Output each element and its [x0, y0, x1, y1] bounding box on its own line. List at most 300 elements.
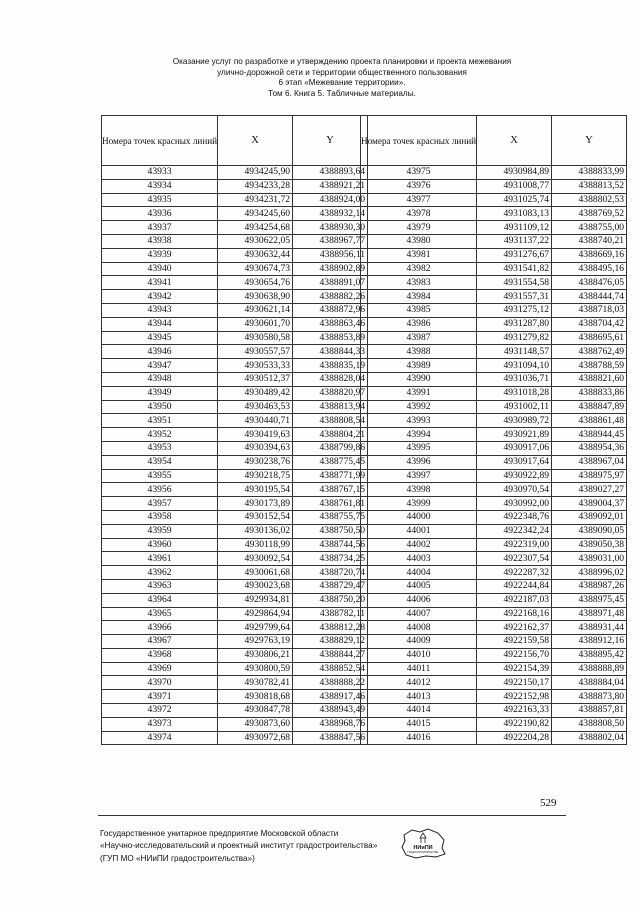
x-coordinate-cell: 4930023,68: [218, 579, 293, 593]
y-coordinate-cell: 4388740,21: [552, 234, 627, 248]
point-number-cell: 44005: [361, 579, 477, 593]
y-coordinate-cell: 4388971,48: [552, 607, 627, 621]
point-number-cell: 43993: [361, 414, 477, 428]
footer-divider: [98, 815, 566, 816]
y-coordinate-cell: 4388996,02: [552, 566, 627, 580]
point-number-cell: 43987: [361, 331, 477, 345]
y-coordinate-cell: 4389090,05: [552, 524, 627, 538]
x-coordinate-cell: 4930440,71: [218, 414, 293, 428]
y-coordinate-cell: 4388847,56: [293, 731, 368, 745]
y-coordinate-cell: 4388755,00: [552, 221, 627, 235]
x-coordinate-cell: 4930195,54: [218, 483, 293, 497]
table-row: [102, 179, 368, 193]
x-coordinate-cell: 4922168,16: [477, 607, 552, 621]
x-coordinate-cell: 4931008,77: [477, 179, 552, 193]
point-number-cell: 43939: [102, 248, 218, 262]
y-coordinate-cell: 4388844,33: [293, 345, 368, 359]
point-number-cell: 43971: [102, 690, 218, 704]
table-row: [102, 455, 368, 469]
y-coordinate-cell: 4388954,36: [552, 441, 627, 455]
table-header-row: [361, 116, 627, 166]
table-body-left: [102, 166, 368, 745]
point-number-cell: 43951: [102, 414, 218, 428]
x-coordinate-cell: 4931018,28: [477, 386, 552, 400]
point-number-cell: 43953: [102, 441, 218, 455]
point-number-cell: 43974: [102, 731, 218, 745]
x-coordinate-cell: 4930989,72: [477, 414, 552, 428]
column-header-point: Номера точек красных линий: [102, 116, 218, 166]
table-row: [361, 469, 627, 483]
y-coordinate-cell: 4388967,04: [552, 455, 627, 469]
table-row: [361, 400, 627, 414]
x-coordinate-cell: 4931275,12: [477, 303, 552, 317]
table-row: [361, 441, 627, 455]
y-coordinate-cell: 4388495,16: [552, 262, 627, 276]
point-number-cell: 43933: [102, 166, 218, 180]
y-coordinate-cell: 4389050,38: [552, 538, 627, 552]
table-row: [361, 345, 627, 359]
y-coordinate-cell: 4388761,81: [293, 497, 368, 511]
header-line-2: улично-дорожной сети и территории общественного пользования: [217, 67, 467, 77]
table-row: [102, 359, 368, 373]
table-row: [361, 648, 627, 662]
point-number-cell: 43964: [102, 593, 218, 607]
y-coordinate-cell: 4388917,46: [293, 690, 368, 704]
y-coordinate-cell: 4388882,26: [293, 290, 368, 304]
table-row: [102, 428, 368, 442]
y-coordinate-cell: 4388884,04: [552, 676, 627, 690]
table-row: [361, 621, 627, 635]
x-coordinate-cell: 4930970,54: [477, 483, 552, 497]
x-coordinate-cell: 4930173,89: [218, 497, 293, 511]
point-number-cell: 43966: [102, 621, 218, 635]
y-coordinate-cell: 4388767,15: [293, 483, 368, 497]
x-coordinate-cell: 4930580,58: [218, 331, 293, 345]
point-number-cell: 44000: [361, 510, 477, 524]
x-coordinate-cell: 4930984,89: [477, 166, 552, 180]
table-row: [361, 386, 627, 400]
x-coordinate-cell: 4922156,70: [477, 648, 552, 662]
table-row: [361, 193, 627, 207]
x-coordinate-cell: 4930917,64: [477, 455, 552, 469]
x-coordinate-cell: 4930922,89: [477, 469, 552, 483]
header-line-3: 6 этап «Межевание территории».: [278, 78, 406, 88]
table-row: [102, 372, 368, 386]
y-coordinate-cell: 4388847,89: [552, 400, 627, 414]
x-coordinate-cell: 4930917,06: [477, 441, 552, 455]
point-number-cell: 43958: [102, 510, 218, 524]
x-coordinate-cell: 4930489,42: [218, 386, 293, 400]
x-coordinate-cell: 4934233,28: [218, 179, 293, 193]
y-coordinate-cell: 4388729,47: [293, 579, 368, 593]
y-coordinate-cell: 4388695,61: [552, 331, 627, 345]
point-number-cell: 43972: [102, 704, 218, 718]
y-coordinate-cell: 4389027,27: [552, 483, 627, 497]
table-header-row: [102, 116, 368, 166]
table-row: [102, 193, 368, 207]
y-coordinate-cell: 4388734,25: [293, 552, 368, 566]
x-coordinate-cell: 4922152,98: [477, 690, 552, 704]
point-number-cell: 43983: [361, 276, 477, 290]
point-number-cell: 43937: [102, 221, 218, 235]
table-row: [102, 290, 368, 304]
table-row: [102, 648, 368, 662]
y-coordinate-cell: 4388788,59: [552, 359, 627, 373]
y-coordinate-cell: 4389004,37: [552, 497, 627, 511]
y-coordinate-cell: 4388444,74: [552, 290, 627, 304]
column-header-x: X: [477, 116, 552, 166]
table-row: [361, 221, 627, 235]
x-coordinate-cell: 4930533,33: [218, 359, 293, 373]
y-coordinate-cell: 4389092,01: [552, 510, 627, 524]
column-header-y: Y: [293, 116, 368, 166]
point-number-cell: 43941: [102, 276, 218, 290]
table-row: [361, 372, 627, 386]
point-number-cell: 43963: [102, 579, 218, 593]
point-number-cell: 43981: [361, 248, 477, 262]
point-number-cell: 43996: [361, 455, 477, 469]
y-coordinate-cell: 4388820,97: [293, 386, 368, 400]
point-number-cell: 43965: [102, 607, 218, 621]
point-number-cell: 43995: [361, 441, 477, 455]
y-coordinate-cell: 4388755,75: [293, 510, 368, 524]
table-row: [102, 441, 368, 455]
column-header-x: X: [218, 116, 293, 166]
point-number-cell: 43980: [361, 234, 477, 248]
footer-line-3: (ГУП МО «НИиПИ градостроительства»): [100, 853, 255, 863]
table-row: [102, 607, 368, 621]
point-number-cell: 43977: [361, 193, 477, 207]
x-coordinate-cell: 4934254,68: [218, 221, 293, 235]
table-row: [102, 552, 368, 566]
table-row: [102, 690, 368, 704]
header-line-1: Оказание услуг по разработке и утверждению проекта планировки и проекта межевания: [172, 57, 512, 66]
x-coordinate-cell: 4930654,76: [218, 276, 293, 290]
y-coordinate-cell: 4388808,50: [552, 717, 627, 731]
table-row: [102, 262, 368, 276]
point-number-cell: 43982: [361, 262, 477, 276]
point-number-cell: 43959: [102, 524, 218, 538]
point-number-cell: 43979: [361, 221, 477, 235]
column-header-y: Y: [552, 116, 627, 166]
point-number-cell: 44013: [361, 690, 477, 704]
point-number-cell: 43945: [102, 331, 218, 345]
table-row: [361, 455, 627, 469]
table-row: [102, 345, 368, 359]
table-row: [361, 662, 627, 676]
x-coordinate-cell: 4930512,37: [218, 372, 293, 386]
point-number-cell: 44001: [361, 524, 477, 538]
table-row: [361, 635, 627, 649]
y-coordinate-cell: 4388828,04: [293, 372, 368, 386]
x-coordinate-cell: 4930873,60: [218, 717, 293, 731]
table-row: [102, 400, 368, 414]
point-number-cell: 43991: [361, 386, 477, 400]
table-row: [361, 497, 627, 511]
point-number-cell: 44002: [361, 538, 477, 552]
y-coordinate-cell: 4388956,11: [293, 248, 368, 262]
x-coordinate-cell: 4930972,68: [218, 731, 293, 745]
point-number-cell: 43978: [361, 207, 477, 221]
table-row: [102, 221, 368, 235]
point-number-cell: 43960: [102, 538, 218, 552]
table-row: [102, 662, 368, 676]
y-coordinate-cell: 4388833,99: [552, 166, 627, 180]
x-coordinate-cell: 4930238,76: [218, 455, 293, 469]
y-coordinate-cell: 4388967,77: [293, 234, 368, 248]
point-number-cell: 43986: [361, 317, 477, 331]
x-coordinate-cell: 4922244,84: [477, 579, 552, 593]
x-coordinate-cell: 4930847,78: [218, 704, 293, 718]
y-coordinate-cell: 4388852,54: [293, 662, 368, 676]
y-coordinate-cell: 4388895,42: [552, 648, 627, 662]
point-number-cell: 43985: [361, 303, 477, 317]
footer-line-2: «Научно-исследовательский и проектный институт градостроительства»: [100, 841, 378, 851]
point-number-cell: 43988: [361, 345, 477, 359]
x-coordinate-cell: 4922307,54: [477, 552, 552, 566]
table-row: [361, 317, 627, 331]
point-number-cell: 44016: [361, 731, 477, 745]
table-row: [102, 276, 368, 290]
point-number-cell: 43950: [102, 400, 218, 414]
table-row: [102, 469, 368, 483]
x-coordinate-cell: 4930061,68: [218, 566, 293, 580]
point-number-cell: 44006: [361, 593, 477, 607]
point-number-cell: 44003: [361, 552, 477, 566]
y-coordinate-cell: 4388863,46: [293, 317, 368, 331]
table-row: [361, 179, 627, 193]
y-coordinate-cell: 4388932,14: [293, 207, 368, 221]
document-header: [140, 57, 544, 99]
y-coordinate-cell: 4388775,45: [293, 455, 368, 469]
point-number-cell: 43992: [361, 400, 477, 414]
y-coordinate-cell: 4388987,26: [552, 579, 627, 593]
y-coordinate-cell: 4388813,52: [552, 179, 627, 193]
x-coordinate-cell: 4929763,19: [218, 635, 293, 649]
point-number-cell: 43967: [102, 635, 218, 649]
point-number-cell: 43942: [102, 290, 218, 304]
table-row: [361, 717, 627, 731]
point-number-cell: 43984: [361, 290, 477, 304]
x-coordinate-cell: 4922163,33: [477, 704, 552, 718]
table-row: [361, 234, 627, 248]
coordinates-table-right: [360, 115, 627, 745]
x-coordinate-cell: 4922342,24: [477, 524, 552, 538]
table-row: [361, 359, 627, 373]
table-row: [102, 731, 368, 745]
point-number-cell: 44004: [361, 566, 477, 580]
point-number-cell: 43935: [102, 193, 218, 207]
x-coordinate-cell: 4922159,58: [477, 635, 552, 649]
x-coordinate-cell: 4931287,80: [477, 317, 552, 331]
table-row: [361, 524, 627, 538]
y-coordinate-cell: 4388812,28: [293, 621, 368, 635]
x-coordinate-cell: 4929934,81: [218, 593, 293, 607]
point-number-cell: 44010: [361, 648, 477, 662]
point-number-cell: 43948: [102, 372, 218, 386]
point-number-cell: 43949: [102, 386, 218, 400]
x-coordinate-cell: 4934245,60: [218, 207, 293, 221]
x-coordinate-cell: 4934245,90: [218, 166, 293, 180]
point-number-cell: 43955: [102, 469, 218, 483]
page-number: 529: [540, 797, 557, 809]
y-coordinate-cell: 4388718,03: [552, 303, 627, 317]
table-row: [361, 303, 627, 317]
x-coordinate-cell: 4930136,02: [218, 524, 293, 538]
y-coordinate-cell: 4388975,45: [552, 593, 627, 607]
y-coordinate-cell: 4388861,48: [552, 414, 627, 428]
x-coordinate-cell: 4930118,99: [218, 538, 293, 552]
x-coordinate-cell: 4922287,32: [477, 566, 552, 580]
table-row: [102, 234, 368, 248]
table-row: [361, 676, 627, 690]
y-coordinate-cell: 4388975,97: [552, 469, 627, 483]
x-coordinate-cell: 4930806,21: [218, 648, 293, 662]
x-coordinate-cell: 4922187,03: [477, 593, 552, 607]
y-coordinate-cell: 4388476,05: [552, 276, 627, 290]
point-number-cell: 43976: [361, 179, 477, 193]
y-coordinate-cell: 4388888,22: [293, 676, 368, 690]
x-coordinate-cell: 4930674,73: [218, 262, 293, 276]
x-coordinate-cell: 4922190,82: [477, 717, 552, 731]
table-row: [102, 386, 368, 400]
point-number-cell: 43947: [102, 359, 218, 373]
point-number-cell: 44007: [361, 607, 477, 621]
table-row: [361, 248, 627, 262]
y-coordinate-cell: 4388968,76: [293, 717, 368, 731]
point-number-cell: 43961: [102, 552, 218, 566]
x-coordinate-cell: 4931557,31: [477, 290, 552, 304]
y-coordinate-cell: 4388912,16: [552, 635, 627, 649]
point-number-cell: 44012: [361, 676, 477, 690]
table-row: [102, 566, 368, 580]
y-coordinate-cell: 4388762,49: [552, 345, 627, 359]
table-row: [361, 579, 627, 593]
point-number-cell: 43957: [102, 497, 218, 511]
point-number-cell: 43994: [361, 428, 477, 442]
point-number-cell: 44011: [361, 662, 477, 676]
table-row: [361, 690, 627, 704]
table-row: [102, 621, 368, 635]
x-coordinate-cell: 4930818,68: [218, 690, 293, 704]
table-row: [102, 248, 368, 262]
table-row: [102, 414, 368, 428]
y-coordinate-cell: 4388924,00: [293, 193, 368, 207]
table-row: [361, 552, 627, 566]
x-coordinate-cell: 4922150,17: [477, 676, 552, 690]
table-row: [361, 290, 627, 304]
table-row: [361, 566, 627, 580]
table-row: [102, 497, 368, 511]
point-number-cell: 43973: [102, 717, 218, 731]
table-row: [361, 428, 627, 442]
x-coordinate-cell: 4930152,54: [218, 510, 293, 524]
table-row: [102, 207, 368, 221]
point-number-cell: 43999: [361, 497, 477, 511]
table-row: [361, 207, 627, 221]
x-coordinate-cell: 4930622,05: [218, 234, 293, 248]
y-coordinate-cell: 4388750,20: [293, 593, 368, 607]
point-number-cell: 43954: [102, 455, 218, 469]
table-row: [102, 510, 368, 524]
y-coordinate-cell: 4388771,99: [293, 469, 368, 483]
y-coordinate-cell: 4388893,64: [293, 166, 368, 180]
y-coordinate-cell: 4388902,89: [293, 262, 368, 276]
y-coordinate-cell: 4388891,07: [293, 276, 368, 290]
header-line-4: Том 6. Книга 5. Табличные материалы.: [268, 88, 416, 98]
x-coordinate-cell: 4930557,57: [218, 345, 293, 359]
point-number-cell: 43975: [361, 166, 477, 180]
point-number-cell: 43989: [361, 359, 477, 373]
table-row: [102, 331, 368, 345]
table-row: [361, 166, 627, 180]
table-row: [102, 579, 368, 593]
x-coordinate-cell: 4931036,71: [477, 372, 552, 386]
point-number-cell: 43952: [102, 428, 218, 442]
x-coordinate-cell: 4922204,28: [477, 731, 552, 745]
table-row: [102, 524, 368, 538]
y-coordinate-cell: 4388943,49: [293, 704, 368, 718]
x-coordinate-cell: 4930419,63: [218, 428, 293, 442]
y-coordinate-cell: 4388829,12: [293, 635, 368, 649]
y-coordinate-cell: 4388835,19: [293, 359, 368, 373]
point-number-cell: 43997: [361, 469, 477, 483]
y-coordinate-cell: 4388853,89: [293, 331, 368, 345]
table-row: [361, 331, 627, 345]
logo-text: НИиПИ: [413, 845, 433, 851]
x-coordinate-cell: 4931279,82: [477, 331, 552, 345]
x-coordinate-cell: 4930601,70: [218, 317, 293, 331]
table-row: [361, 510, 627, 524]
table-row: [102, 635, 368, 649]
point-number-cell: 44015: [361, 717, 477, 731]
column-header-point: Номера точек красных линий: [361, 116, 477, 166]
point-number-cell: 43946: [102, 345, 218, 359]
y-coordinate-cell: 4388804,21: [293, 428, 368, 442]
y-coordinate-cell: 4388744,56: [293, 538, 368, 552]
point-number-cell: 43934: [102, 179, 218, 193]
point-number-cell: 43998: [361, 483, 477, 497]
table-row: [102, 676, 368, 690]
point-number-cell: 43968: [102, 648, 218, 662]
y-coordinate-cell: 4389031,00: [552, 552, 627, 566]
logo-subtext: ГРАДОСТРОИТЕЛЬСТВА: [407, 851, 439, 854]
x-coordinate-cell: 4930782,41: [218, 676, 293, 690]
x-coordinate-cell: 4930632,44: [218, 248, 293, 262]
y-coordinate-cell: 4388873,80: [552, 690, 627, 704]
x-coordinate-cell: 4930463,53: [218, 400, 293, 414]
y-coordinate-cell: 4388704,42: [552, 317, 627, 331]
footer-organization: [100, 828, 377, 865]
x-coordinate-cell: 4930621,14: [218, 303, 293, 317]
y-coordinate-cell: 4388844,27: [293, 648, 368, 662]
point-number-cell: 44009: [361, 635, 477, 649]
table-row: [102, 317, 368, 331]
table-row: [102, 166, 368, 180]
x-coordinate-cell: 4931025,74: [477, 193, 552, 207]
point-number-cell: 43990: [361, 372, 477, 386]
coordinates-table-left: [101, 115, 368, 745]
x-coordinate-cell: 4931094,10: [477, 359, 552, 373]
table-row: [361, 731, 627, 745]
x-coordinate-cell: 4930921,89: [477, 428, 552, 442]
x-coordinate-cell: 4922319,00: [477, 538, 552, 552]
x-coordinate-cell: 4930800,59: [218, 662, 293, 676]
y-coordinate-cell: 4388802,04: [552, 731, 627, 745]
point-number-cell: 43969: [102, 662, 218, 676]
y-coordinate-cell: 4388921,21: [293, 179, 368, 193]
y-coordinate-cell: 4388888,89: [552, 662, 627, 676]
